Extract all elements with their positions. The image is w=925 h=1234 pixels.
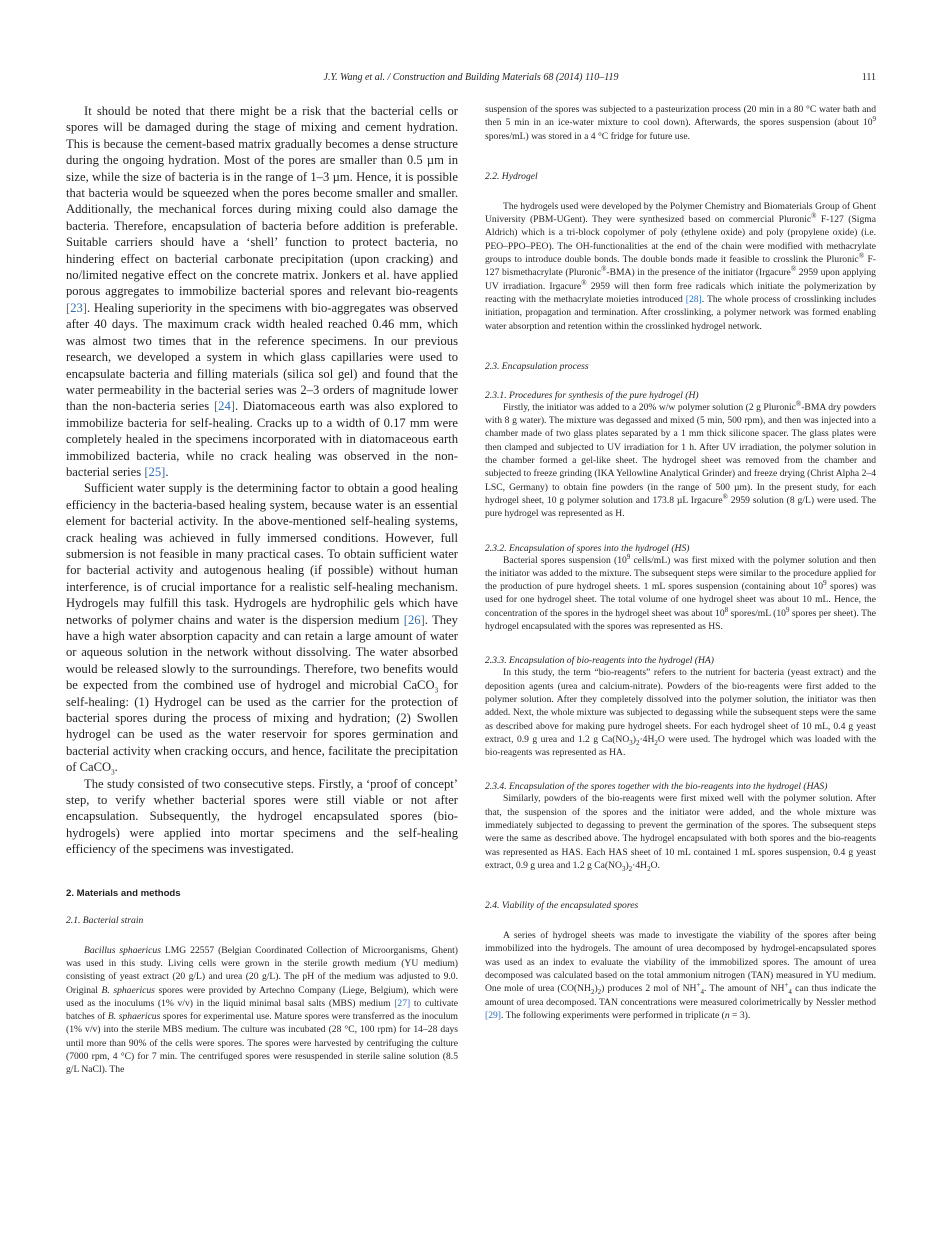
subsection-heading: 2.2. Hydrogel: [485, 170, 538, 182]
right-column: [485, 103, 876, 1022]
subsubsection-heading: 2.3.1. Procedures for synthesis of the pure hydrogel (H): [485, 389, 699, 401]
page-number: 111: [861, 72, 876, 83]
citation-link[interactable]: [29]: [485, 1009, 501, 1021]
citation-link[interactable]: [26]: [403, 612, 425, 627]
paragraph-bio-reagents: In this study, the term “bio-reagents” refers to the nutrient for bacteria (yeast extract) and the deposition agents (urea and calcium-nitrate). Powders of the bio-reagents were first added to the polymer solution. After they completely dissolved into the polymer solution, the initiator was then added. Next, the whole mixture was subjected to degassing while the subsequent steps were the same as described above for making pure hydrogel sheets. For each hydrogel sheet of 10 mL, 0.4 g yeast extract, 0.9 g urea and 1.2 g $Ca(NO_3)_2\cdot 4H_2O$ were used. The hydrogel which was loaded with the bio-reagents was represented as HA.: [485, 667, 877, 759]
paragraph-pure-hydrogel: Firstly, the initiator was added to a 20% w/w polymer solution (2 g Pluronic®-BMA dry powders with 8 g water). The mixture was degassed and mixed (5 min, 500 rpm), and then was injected into a chamber made of two glass plates separated by a 1 mm thick silicone spacer. The glass plates were then clamped and subjected to UV irradiation for 1 h. After UV irradiation, the polymer solution in the chamber formed a gel-like sheet. The hydrogel sheet was removed from the chamber and subjected to freeze grinding (IKA Yellowline Analytical Grinder) and freeze drying (Christ Alpha 2–4 LSC, Germany) to obtain fine powders (in the range of 500 µm). In the present study, for each hydrogel sheet, 10 g polymer solution and 173.8 µL Irgacure® 2959 solution (8 g/L) were used. The pure hydrogel was represented as H.: [485, 399, 876, 520]
section-heading: 2. Materials and methods: [66, 887, 181, 899]
running-header: [66, 72, 876, 88]
subsubsection-heading: 2.3.3. Encapsulation of bio-reagents into the hydrogel (HA): [485, 655, 714, 667]
subsubsection-heading: 2.3.2. Encapsulation of spores into the hydrogel (HS): [485, 542, 690, 554]
paragraph-spores-bio-reagents: Similarly, powders of the bio-reagents were first mixed well with the polymer solution. After that, the suspension of the spores and the initiator were added, and the whole mixture was immediately subjected to degassing to prevent the germination of the spores. The subsequent steps were the same as described above. The hydrogel encapsulated with both spores and the bio-reagents was represented as HAS. Each HAS sheet of 10 mL contained 1 mL spores suspension, 0.4 g yeast extract, 0.9 g urea and 1.2 g $Ca(NO_3)_2\cdot 4H_2O$.: [485, 793, 876, 873]
subsection-heading: 2.3. Encapsulation process: [485, 360, 589, 372]
citation-link[interactable]: [23]: [66, 300, 87, 315]
paragraph-bacterial-strain: Bacillus sphaericus LMG 22557 (Belgian Coordinated Collection of Microorganisms, Ghent) was used in this study. Living cells were grown in the sterile growth medium (YU medium) consisting of yeast extract (20 g/L) and urea (20 g/L). The pH of the medium was adjusted to 9.0. Original B. sphaericus spores were provided by Artechno Company (Liege, Belgium), which were used as the inoculums (1% v/v) in the liquid minimal basal salts (MBS) medium [27] to cultivate batches of B. sphaericus spores for experimental use. Mature spores were transferred as the inoculum (1% v/v) into the sterile MBS medium. The culture was incubated (28 °C, 100 rpm) for 14–28 days until more than 90% of the cells were spores. The spores were harvested by centrifuging the culture (7000 rpm, 4 °C) for 7 min. The centrifuged spores were resuspended in sterile saline solution (8.5 g/L NaCl). The: [66, 944, 458, 1076]
citation-link[interactable]: [27]: [394, 997, 411, 1009]
subsubsection-heading: 2.3.4. Encapsulation of the spores together with the bio-reagents into the hydrogel (HAS): [485, 781, 828, 793]
citation-link[interactable]: [25]: [144, 464, 166, 479]
left-column: [66, 103, 458, 1077]
citation-link[interactable]: [28]: [685, 293, 702, 305]
paragraph-water-supply: Sufficient water supply is the determining factor to obtain a good healing efficiency in the bacteria-based healing system, because water is an essential element for bacterial activity. In the above-mentioned self-healing systems, crack healing was achieved in fully immersed conditions. However, full submersion is not feasible in many practical cases. To obtain sufficient water for bacterial activity and autogenous healing (if possible) without human interference, is of crucial importance for a realistic self-healing mechanism. Hydrogels may fulfill this task. Hydrogels are hydrophilic gels which have networks of polymer chains and water is the dispersion medium [26]. They have a high water absorption capacity and can retain a large amount of water or aqueous solution in the network without dissolving. The water absorbed would be released slowly to the surroundings. Therefore, two benefits would be expected from the combined use of hydrogel and microbial CaCO$_3$ for self-healing: (1) Hydrogel can be used as the carrier for the protection of bacterial spores during the process of mixing and hydration; (2) Swollen hydrogel can be used as the water reservoir for spores germination and bacterial activity when cracking occurs, and hence, facilitate the precipitation of CaCO$_3$.: [66, 481, 458, 777]
paragraph-encapsulation-motivation: It should be noted that there might be a risk that the bacterial cells or spores will be damaged during the stage of mixing and cement hydration. This is because the cement-based matrix gradually becomes a dense structure during the ongoing hydration. Most of the pores are smaller than 0.5 µm in size, while the size of bacteria is in the range of 1–3 µm. Hence, it is possible that bacteria would be squeezed when the pores become smaller and smaller. Additionally, the mechanical forces during mixing could also damage the bacteria. Therefore, encapsulation of bacteria before addition is preferable. Suitable carriers should have a ‘shell’ function to protect bacteria, no hindering effect on bacterial carbonate precipitation (upon cracking) and no/limited negative effect on the concrete matrix. Jonkers et al. have applied porous aggregates to immobilize bacterial spores and relevant bio-reagents [23]. Healing superiority in the specimens with bio-aggregates was observed after 40 days. The maximum crack width healed reached 0.46 mm, which was almost two times that in the reference specimens. In our previous research, we developed a system in which glass capillaries were used to encapsulate bacteria and filling materials (silica sol gel) and found that the water permeability in the bacterial series was 2–3 orders of magnitude lower than the non-bacteria series [24]. Diatomaceous earth was also explored to immobilize bacteria for self-healing. Cracks up to a width of 0.17 mm were completely healed in the specimens incorporated with in diatomaceous earth immobilized bacteria, while no crack healing was observed in the non-bacterial series [25].: [66, 104, 458, 479]
paragraph-pasteurization: suspension of the spores was subjected to a pasteurization process (20 min in a 80 °C water bath and then 5 min in an ice-water mixture to cool down). Afterwards, the spores suspension (about $10^9$ spores/mL) was stored in a 4 °C fridge for future use.: [485, 104, 876, 142]
subsection-heading: 2.4. Viability of the encapsulated spores: [485, 900, 639, 912]
running-title: J.Y. Wang et al. / Construction and Building Materials 68 (2014) 110–119: [323, 72, 619, 83]
paragraph-viability: A series of hydrogel sheets was made to investigate the viability of the spores after being immobilized into the hydrogels. The amount of urea decomposed by hydrogel-encapsulated spores was used as an index to evaluate the viability of the immobilized spores. The amount of urea decomposed was calculated based on the total ammonium nitrogen (TAN) measured in YU medium. One mole of urea $(CO(NH_2)_2)$ produces 2 mol of $NH^+_4$. The amount of $NH^+_4$ can thus indicate the amount of urea decomposed. TAN concentrations were measured colorimetrically by Nessler method [29]. The following experiments were performed in triplicate (n = 3).: [485, 930, 877, 1021]
paragraph-study-outline: The study consisted of two consecutive steps. Firstly, a ‘proof of concept’ step, to verify whether bacterial spores were still viable or not after encapsulation. Subsequently, the hydrogel encapsulated spores (bio-hydrogels) were applied into mortar specimens and the self-healing efficiency of the specimens was investigated.: [66, 776, 458, 857]
paragraph-hydrogel: The hydrogels used were developed by the Polymer Chemistry and Biomaterials Group of Ghent University (PBM-UGent). They were synthesized based on commercial Pluronic® F-127 (Sigma Aldrich) which is a tri-block copolymer of poly (ethylene oxide) and poly (propylene oxide) (i.e. PEO–PPO–PEO). The OH-functionalities at the end of the chain were modified with methacrylate groups to introduce double bonds. The double bonds made it feasible to crosslink the Pluronic® F-127 bismethacrylate (Pluronic®-BMA) in the presence of the initiator (Irgacure® 2959 upon applying UV irradiation. Irgacure® 2959 will then form free radicals which initiate the polymerization by reacting with the methacrylate moieties introduced [28]. The whole process of crosslinking includes initiation, propagation and termination. After crosslinking, a polymer network was formed enabling water absorption and retention within the crosslinked hydrogel network.: [485, 200, 876, 332]
paragraph-spores-hydrogel: Bacterial spores suspension ($10^9$ cells/mL) was first mixed with the polymer solution and then the initiator was added to the mixture. The subsequent steps were similar to the procedure applied for the production of pure hydrogel sheets. 1 mL spores suspension (containing about $10^9$ spores) was used for one hydrogel sheet. The total volume of one hydrogel sheet was about 10 mL. Hence, the concentration of the spores in the hydrogel sheet was about $10^8$ spores/mL ($10^9$ spores per sheet). The hydrogel encapsulated with the spores was represented as HS.: [485, 552, 876, 633]
citation-link[interactable]: [24]: [213, 399, 235, 414]
subsection-heading: 2.1. Bacterial strain: [66, 914, 144, 926]
